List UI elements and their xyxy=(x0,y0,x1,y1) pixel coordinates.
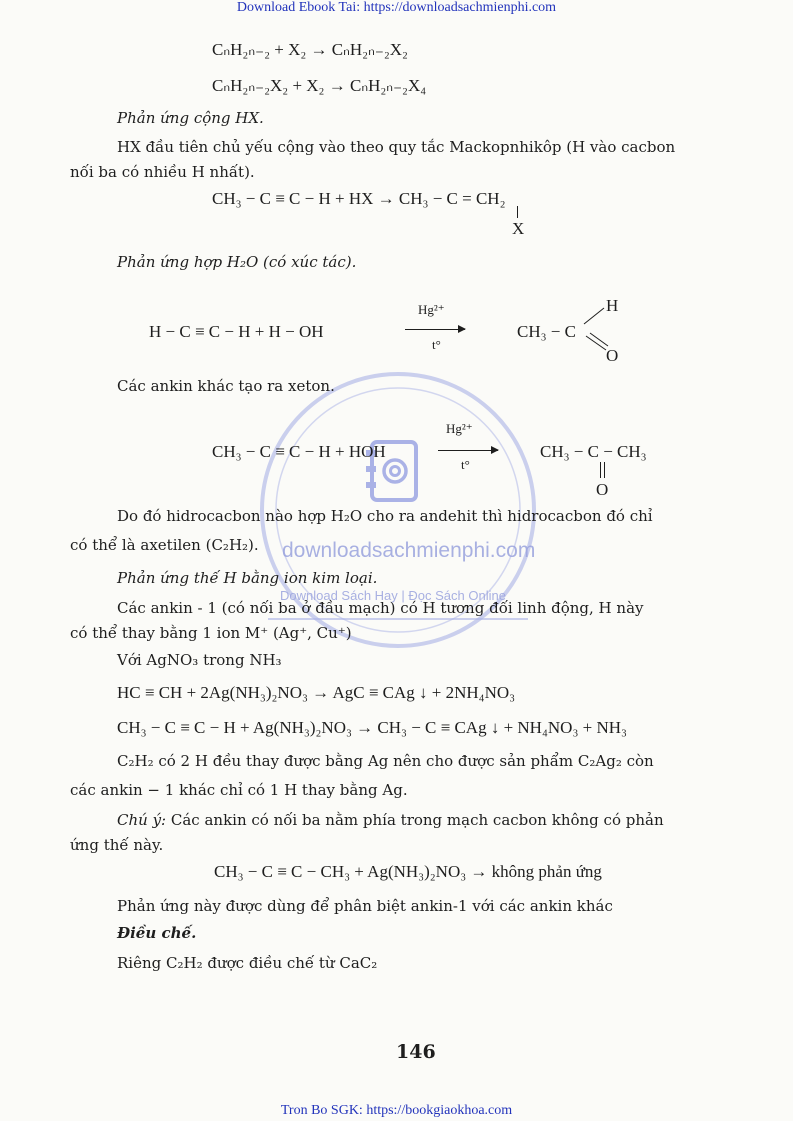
paragraph-note-cont: ứng thế này. xyxy=(70,836,164,854)
equation-hx: CH₃ − C ≡ C − H + HX → CH₃ − C = CH₂ xyxy=(212,189,506,208)
double-bond-b xyxy=(604,462,605,478)
paragraph-c2h2: C₂H₂ có 2 H đều thay được bằng Ag nên cho được sản phẩm C₂Ag₂ còn xyxy=(117,752,654,770)
equation-ketone-left: CH₃ − C ≡ C − H + HOH xyxy=(212,442,386,461)
ketone-formula: CH₃ − C − CH₃ xyxy=(540,442,647,461)
equation-hydration-left: H − C ≡ C − H + H − OH xyxy=(149,322,324,341)
aldehyde-formula: CH₃ − C xyxy=(517,322,576,341)
catalyst-label-2: Hg²⁺ xyxy=(446,421,473,436)
paragraph-c2h2-cont: các ankin − 1 khác chỉ có 1 H thay bằng Ag. xyxy=(70,781,408,799)
watermark-site: downloadsachmienphi.com xyxy=(282,539,536,562)
bond-line xyxy=(517,206,518,218)
paragraph-terminal-alkyne-cont: có thể thay bằng 1 ion M⁺ (Ag⁺, Cu⁺) xyxy=(70,624,352,642)
catalyst-label: Hg²⁺ xyxy=(418,302,445,317)
paragraph-distinguish: Phản ứng này được dùng để phân biệt ankin-1 với các ankin khác xyxy=(117,897,613,915)
substituent-x: X xyxy=(512,219,525,238)
heading-substitution: Phản ứng thế H bằng ion kim loại. xyxy=(117,569,378,587)
aldehyde-o: O xyxy=(606,346,619,365)
paragraph-agno3: Với AgNO₃ trong NH₃ xyxy=(117,651,282,669)
ketone-o: O xyxy=(596,480,609,499)
footer-sgk-link[interactable]: Tron Bo SGK: https://bookgiaokhoa.com xyxy=(280,1103,513,1118)
arrow-head xyxy=(458,325,466,333)
arrow-head-2 xyxy=(491,446,499,454)
paragraph-conclusion-cont: có thể là axetilen (C₂H₂). xyxy=(70,536,259,554)
paragraph-terminal-alkyne: Các ankin - 1 (có nối ba ở đầu mạch) có H tương đối linh động, H này xyxy=(117,599,644,617)
paragraph-ketone: Các ankin khác tạo ra xeton. xyxy=(117,377,335,395)
heading-hx-addition: Phản ứng cộng HX. xyxy=(117,109,264,127)
note-label: Chú ý: xyxy=(117,811,167,829)
page-number: 146 xyxy=(396,1041,436,1063)
watermark-tagline: Download Sách Hay | Đọc Sách Online xyxy=(280,588,506,603)
aldehyde-h: H xyxy=(606,296,619,315)
equation-acetylene-silver: HC ≡ CH + 2Ag(NH₃)₂NO₃ → AgC ≡ CAg ↓ + 2NH₄NO₃ xyxy=(117,683,516,702)
paragraph-note xyxy=(117,811,664,829)
reaction-arrow-2 xyxy=(438,450,498,451)
paragraph-markovnikov: HX đầu tiên chủ yếu cộng vào theo quy tắc Mackopnhikôp (H vào cacbon xyxy=(117,138,676,156)
equation-no-reaction: CH₃ − C ≡ C − CH₃ + Ag(NH₃)₂NO₃ → không phản ứng xyxy=(214,862,602,881)
double-bond-a xyxy=(600,462,601,478)
equation-propyne-silver: CH₃ − C ≡ C − H + Ag(NH₃)₂NO₃ → CH₃ − C ≡ CAg ↓ + NH₄NO₃ + NH₃ xyxy=(117,718,627,737)
heading-hydration: Phản ứng hợp H₂O (có xúc tác). xyxy=(117,253,357,271)
heat-label-2: t° xyxy=(461,457,470,472)
paragraph-conclusion: Do đó hidrocacbon nào hợp H₂O cho ra andehit thì hidrocacbon đó chỉ xyxy=(117,507,653,525)
reaction-arrow xyxy=(405,329,465,330)
heading-preparation: Điều chế. xyxy=(117,924,197,942)
equation-halogen-1: CₙH₂ₙ₋₂ + X₂ → CₙH₂ₙ₋₂X₂ xyxy=(212,40,408,59)
paragraph-preparation: Riêng C₂H₂ được điều chế từ CaC₂ xyxy=(117,954,378,972)
equation-halogen-2: CₙH₂ₙ₋₂X₂ + X₂ → CₙH₂ₙ₋₂X₄ xyxy=(212,76,427,95)
note-text: Các ankin có nối ba nằm phía trong mạch cacbon không có phản xyxy=(166,811,664,829)
paragraph-markovnikov-cont: nối ba có nhiều H nhất). xyxy=(70,163,255,181)
heat-label: t° xyxy=(432,337,441,352)
header-download-link[interactable]: Download Ebook Tai: https://downloadsachmienphi.com xyxy=(236,0,557,15)
